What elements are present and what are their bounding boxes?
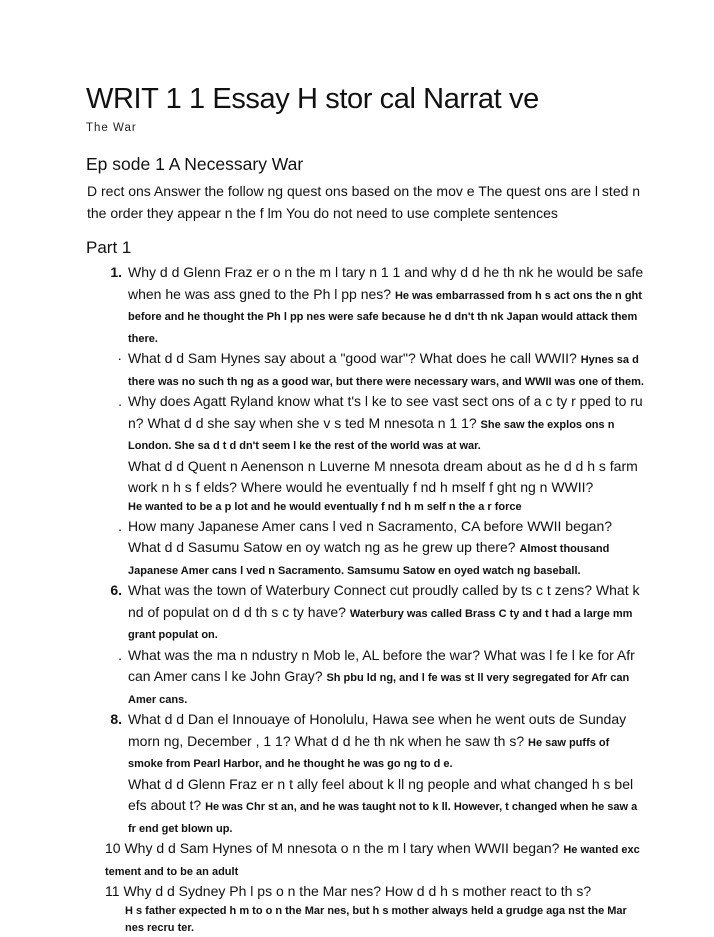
answer-text: Almost thousand Japanese Amer cans l ved n Sacramento. Samsumu Satow en oyed watch ng baseball. [128,543,610,577]
answer-text: Hynes sa d there was no such th ng as a good war, but there were necessary wars, and WWII was one of them. [128,354,644,388]
document-title: WRIT 1 1 Essay H stor cal Narrat ve [86,83,539,115]
episode-heading: Ep sode 1 A Necessary War [86,154,304,174]
answer-text: H s father expected h m to o n the Mar nes, but h s mother always held a grudge aga nst the Mar nes recru ter. [125,904,627,934]
answer-text: She saw the explos ons n London. She sa d t d dn't seem l ke the rest of the world was at war. [128,418,615,452]
answer-text: He was embarrassed from h s act ons the n ght before and he thought the Ph l pp nes were safe because he d dn't th nk Japan would attack them there. [128,289,642,345]
document-subtitle: The War [86,122,137,134]
directions-text: D rect ons Answer the follow ng quest ons based on the mov e The quest ons are l sted n the order they appear n the f lm You do not need to use complete sentences [87,183,641,221]
answer-text: Waterbury was called Brass C ty and t had a large mm grant populat on. [128,607,633,641]
question-number: 11 [105,883,120,899]
question-item [100,262,645,348]
answer-text: He wanted to be a p lot and he would eventually f nd h m self n the a r force [128,500,522,513]
question-text: What d d Dan el Innouaye of Honolulu, Hawa see when he went outs de Sunday morn ng, December , 1 1? What d d he th nk when he saw th s? [128,711,627,749]
question-item [100,391,645,456]
question-item [100,709,645,774]
question-item [100,516,645,581]
question-text: Why does Agatt Ryland know what t's l ke to see vast sect ons of a c ty r pped to ru n? What d d she say when she v s ted M nnesota n 1 1? [128,393,643,431]
question-number: 10 [105,840,121,856]
question-item [100,774,645,839]
question-number: · [117,350,122,366]
answer-text: He wanted exc tement and to be an adult [105,844,640,878]
question-text: Why d d Sydney Ph l ps o n the Mar nes? How d d h s mother react to th s? [123,883,592,899]
question-item [100,580,645,645]
part-heading: Part 1 [86,238,132,257]
answer-text: Sh pbu ld ng, and l fe was st ll very segregated for Afr can Amer cans. [128,672,630,706]
question-item [100,645,645,710]
question-item [100,881,645,937]
question-text: What d d Glenn Fraz er n t ally feel about k ll ng people and what changed h s bel efs about t? [128,775,634,813]
question-text: What d d Quent n Aenenson n Luverne M nnesota dream about as he d d h s farm work n h s f elds? Where would he eventually f nd h mself f ght ng n WWII? [128,457,638,495]
question-number: 6. [110,582,122,598]
question-number: 1. [110,264,122,280]
answer-text: He saw puffs of smoke from Pearl Harbor, and he thought he was go ng to d e. [128,736,610,770]
question-number: 8. [110,711,122,727]
question-text: Why d d Glenn Fraz er o n the m l tary n 1 1 and why d d he th nk he would be safe when he was ass gned to the Ph l pp nes? [128,264,644,302]
question-text: What d d Sam Hynes say about a "good war"? What does he call WWII? [128,350,577,366]
question-item [100,838,645,881]
question-text: What was the town of Waterbury Connect cut proudly called by ts c t zens? What k nd of populat on d d th s c ty have? [128,582,640,620]
question-number: . [118,393,122,409]
question-number: . [118,646,122,663]
question-item [100,348,645,391]
question-number: . [118,517,122,534]
question-text: How many Japanese Amer cans l ved n Sacramento, CA before WWII began? What d d Sasumu Satow en oy watch ng as he grew up there? [128,517,613,555]
question-item [100,456,645,516]
answer-text: He was Chr st an, and he was taught not to k ll. However, t changed when he saw a fr end get blown up. [128,801,638,835]
question-list [100,262,645,937]
question-text: What was the ma n ndustry n Mob le, AL before the war? What was l fe l ke for Afr can Amer cans l ke John Gray? [128,646,635,684]
question-text: Why d d Sam Hynes of M nnesota o n the m l tary when WWII began? [124,840,560,856]
